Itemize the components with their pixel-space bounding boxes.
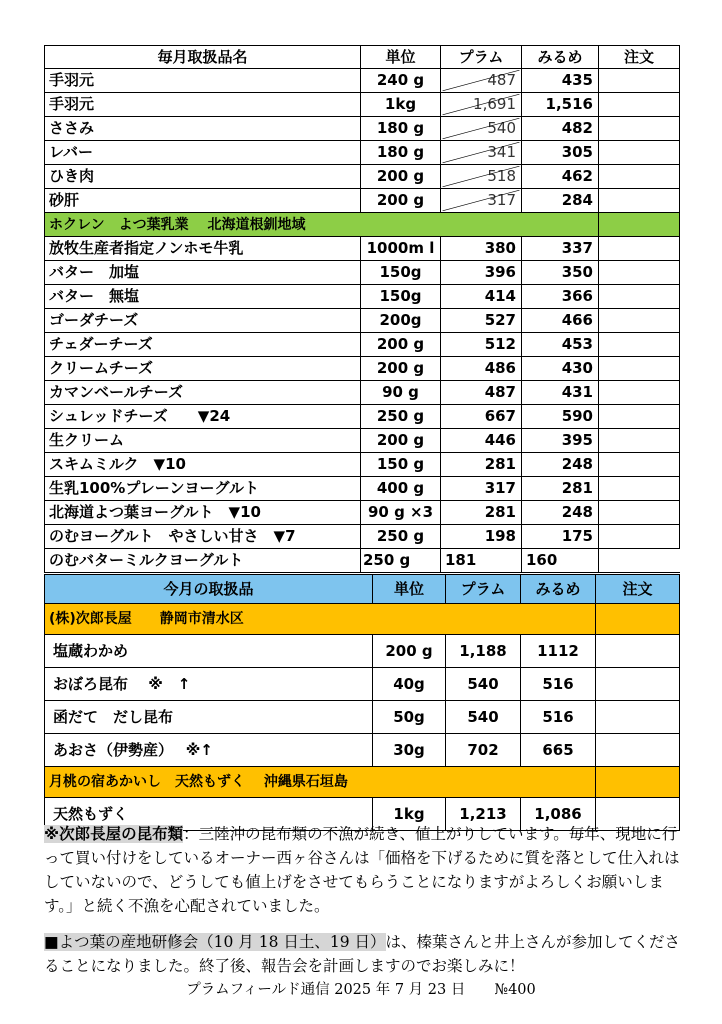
mirume-price: 590 (522, 405, 599, 429)
plum-price: 667 (441, 405, 522, 429)
product-unit: 90 g ×3 (361, 501, 441, 525)
product-unit: 200g (361, 309, 441, 333)
order-cell (599, 165, 680, 189)
plum-price-struck (441, 93, 522, 117)
hokuren-section-order (599, 213, 680, 237)
order-cell (599, 357, 680, 381)
order-cell (599, 477, 680, 501)
header-unit: 単位 (361, 46, 441, 69)
plum-price: 396 (441, 261, 522, 285)
table-row (45, 69, 680, 93)
order-cell (596, 701, 680, 734)
mirume-price: 453 (522, 333, 599, 357)
plum-price: 540 (446, 701, 521, 734)
plum-price-struck (441, 189, 522, 213)
plum-price-struck (441, 117, 522, 141)
product-unit: 250 g (361, 525, 441, 549)
table-row (45, 285, 680, 309)
product-unit: 1000m l (361, 237, 441, 261)
product-unit: 250 g (361, 405, 441, 429)
product-unit: 50g (373, 701, 446, 734)
product-name: バター 加塩 (45, 261, 361, 285)
product-name: ささみ (45, 117, 361, 141)
product-unit: 200 g (361, 357, 441, 381)
supplier-label: (株)次郎長屋 静岡市清水区 (45, 604, 596, 635)
plum-price: 512 (441, 333, 522, 357)
table-row (45, 453, 680, 477)
monthly-header-row (45, 46, 680, 69)
order-cell (599, 117, 680, 141)
buttermilk-mirume: 160 (522, 549, 599, 573)
monthly-products-table (44, 45, 680, 573)
plum-price: 487 (441, 381, 522, 405)
mirume-price: 248 (522, 501, 599, 525)
newsletter-footer: プラムフィールド通信 2025 年 7 月 23 日 №400 (186, 982, 536, 998)
this-month-rows (45, 604, 680, 831)
product-name: クリームチーズ (45, 357, 361, 381)
product-name: レバー (45, 141, 361, 165)
order-cell (599, 405, 680, 429)
product-unit: 40g (373, 668, 446, 701)
table-row (45, 405, 680, 429)
plum-price: 414 (441, 285, 522, 309)
kombu-note-title: ※次郎長屋の昆布類 (44, 825, 184, 843)
strike-line (441, 117, 521, 140)
table-row (45, 477, 680, 501)
order-cell (599, 429, 680, 453)
table-row (45, 525, 680, 549)
order-cell (599, 525, 680, 549)
mirume-price: 516 (521, 701, 596, 734)
supplier-row (45, 604, 680, 635)
product-unit: 1kg (373, 798, 446, 831)
tm-header-name: 今月の取扱品 (45, 575, 373, 604)
product-name: スキムミルク ▼10 (45, 453, 361, 477)
product-name: チェダーチーズ (45, 333, 361, 357)
product-name: おぼろ昆布 ※ ↑ (45, 668, 373, 701)
table-row (45, 701, 680, 734)
mirume-price: 284 (522, 189, 599, 213)
mirume-price: 431 (522, 381, 599, 405)
mirume-price: 281 (522, 477, 599, 501)
plum-price-struck (441, 69, 522, 93)
product-unit: 200 g (361, 165, 441, 189)
order-cell (596, 635, 680, 668)
plum-price-struck (441, 141, 522, 165)
yotsuba-note (44, 930, 684, 978)
buttermilk-unit: 250 g (361, 549, 441, 573)
table-row (45, 381, 680, 405)
strike-line (441, 189, 521, 212)
plum-price: 281 (441, 453, 522, 477)
mirume-price: 462 (522, 165, 599, 189)
yotsuba-note-title: ■よつ葉の産地研修会（10 月 18 日土、19 日） (44, 933, 386, 951)
product-unit: 1kg (361, 93, 441, 117)
plum-price: 486 (441, 357, 522, 381)
mirume-price: 430 (522, 357, 599, 381)
mirume-price: 248 (522, 453, 599, 477)
product-name: カマンベールチーズ (45, 381, 361, 405)
this-month-table (44, 574, 680, 831)
product-unit: 180 g (361, 117, 441, 141)
product-unit: 150 g (361, 453, 441, 477)
plum-price-value: 1,691 (473, 95, 516, 113)
plum-price-value: 487 (487, 71, 516, 89)
buttermilk-order (599, 549, 680, 573)
order-cell (599, 333, 680, 357)
mirume-price: 350 (522, 261, 599, 285)
product-name: 塩蔵わかめ (45, 635, 373, 668)
plum-price: 1,188 (446, 635, 521, 668)
product-name: 砂肝 (45, 189, 361, 213)
mirume-price: 482 (522, 117, 599, 141)
buttermilk-name: のむバターミルクヨーグルト (45, 549, 361, 573)
order-cell (599, 69, 680, 93)
order-cell (596, 734, 680, 767)
order-cell (599, 501, 680, 525)
kombu-note-text: ：三陸沖の昆布類の不漁が続き、値上がりしています。毎年、現地に行って買い付けをしているオーナー西ヶ谷さんは「価格を下げるために質を落として仕入れはしていないので、どうしても値上げをさせてもらうことになりますがよろしくお願いします。」と続く不漁を心配されていました。 (44, 825, 680, 915)
tm-header-plum: プラム (446, 575, 521, 604)
table-row (45, 261, 680, 285)
product-name: 生乳100%プレーンヨーグルト (45, 477, 361, 501)
supplier-order-cell (596, 767, 680, 798)
product-name: 函だて だし昆布 (45, 701, 373, 734)
mirume-price: 516 (521, 668, 596, 701)
product-unit: 90 g (361, 381, 441, 405)
order-cell (599, 261, 680, 285)
table-row (45, 117, 680, 141)
plum-price: 702 (446, 734, 521, 767)
table-row (45, 635, 680, 668)
product-name: ゴーダチーズ (45, 309, 361, 333)
product-unit: 240 g (361, 69, 441, 93)
plum-price-value: 341 (487, 143, 516, 161)
order-cell (599, 141, 680, 165)
plum-price: 380 (441, 237, 522, 261)
plum-price: 540 (446, 668, 521, 701)
table-row (45, 333, 680, 357)
order-cell (599, 189, 680, 213)
product-name: 北海道よつ葉ヨーグルト ▼10 (45, 501, 361, 525)
header-name: 毎月取扱品名 (45, 46, 361, 69)
order-cell (596, 668, 680, 701)
mirume-price: 435 (522, 69, 599, 93)
product-name: 生クリーム (45, 429, 361, 453)
table-row (45, 668, 680, 701)
mirume-price: 395 (522, 429, 599, 453)
supplier-label: 月桃の宿あかいし 天然もずく 沖縄県石垣島 (45, 767, 596, 798)
strike-line (441, 69, 521, 92)
strike-line (441, 93, 521, 116)
product-name: 天然もずく (45, 798, 373, 831)
product-unit: 150g (361, 261, 441, 285)
mirume-price: 466 (522, 309, 599, 333)
product-unit: 150g (361, 285, 441, 309)
hokuren-section-label: ホクレン よつ葉乳業 北海道根釧地域 (45, 213, 599, 237)
table-row (45, 357, 680, 381)
tm-header-unit: 単位 (373, 575, 446, 604)
product-unit: 200 g (373, 635, 446, 668)
header-order: 注文 (599, 46, 680, 69)
strike-line (441, 141, 521, 164)
table-row (45, 237, 680, 261)
product-unit: 30g (373, 734, 446, 767)
product-name: シュレッドチーズ ▼24 (45, 405, 361, 429)
plum-price: 281 (441, 501, 522, 525)
table-row (45, 141, 680, 165)
plum-price-value: 518 (487, 167, 516, 185)
order-cell (599, 453, 680, 477)
header-plum: プラム (441, 46, 522, 69)
table-row (45, 93, 680, 117)
this-month-header-row (45, 575, 680, 604)
product-name: あおさ（伊勢産） ※↑ (45, 734, 373, 767)
mirume-price: 175 (522, 525, 599, 549)
buttermilk-row (45, 549, 680, 573)
product-unit: 400 g (361, 477, 441, 501)
plum-price-value: 317 (487, 191, 516, 209)
product-name: 手羽元 (45, 93, 361, 117)
yotsuba-note-text: は、榛葉さんと井上さんが参加してくださることになりました。終了後、報告会を計画しますのでお楽しみに！ (44, 933, 681, 975)
product-unit: 200 g (361, 189, 441, 213)
meat-rows (45, 69, 680, 213)
strike-line (441, 165, 521, 188)
plum-price: 527 (441, 309, 522, 333)
product-name: ひき肉 (45, 165, 361, 189)
product-name: 手羽元 (45, 69, 361, 93)
dairy-rows (45, 237, 680, 549)
table-row (45, 501, 680, 525)
supplier-order-cell (596, 604, 680, 635)
plum-price: 317 (441, 477, 522, 501)
table-row (45, 165, 680, 189)
mirume-price: 305 (522, 141, 599, 165)
product-unit: 200 g (361, 429, 441, 453)
plum-price: 198 (441, 525, 522, 549)
plum-price: 1,213 (446, 798, 521, 831)
supplier-row (45, 767, 680, 798)
mirume-price: 337 (522, 237, 599, 261)
product-name: バター 無塩 (45, 285, 361, 309)
order-cell (599, 93, 680, 117)
table-row (45, 429, 680, 453)
product-unit: 180 g (361, 141, 441, 165)
mirume-price: 665 (521, 734, 596, 767)
table-row (45, 189, 680, 213)
tm-header-mirume: みるめ (521, 575, 596, 604)
table-row (45, 309, 680, 333)
plum-price-struck (441, 165, 522, 189)
hokuren-section-row (45, 213, 680, 237)
order-cell (599, 309, 680, 333)
plum-price-value: 540 (487, 119, 516, 137)
table-row (45, 734, 680, 767)
kombu-note (44, 822, 684, 918)
mirume-price: 366 (522, 285, 599, 309)
mirume-price: 1,516 (522, 93, 599, 117)
order-cell (599, 237, 680, 261)
product-name: 放牧生産者指定ノンホモ牛乳 (45, 237, 361, 261)
header-mirume: みるめ (522, 46, 599, 69)
order-cell (599, 381, 680, 405)
plum-price: 446 (441, 429, 522, 453)
product-unit: 200 g (361, 333, 441, 357)
mirume-price: 1,086 (521, 798, 596, 831)
order-cell (599, 285, 680, 309)
product-name: のむヨーグルト やさしい甘さ ▼7 (45, 525, 361, 549)
buttermilk-plum: 181 (441, 549, 522, 573)
mirume-price: 1112 (521, 635, 596, 668)
tm-header-order: 注文 (596, 575, 680, 604)
